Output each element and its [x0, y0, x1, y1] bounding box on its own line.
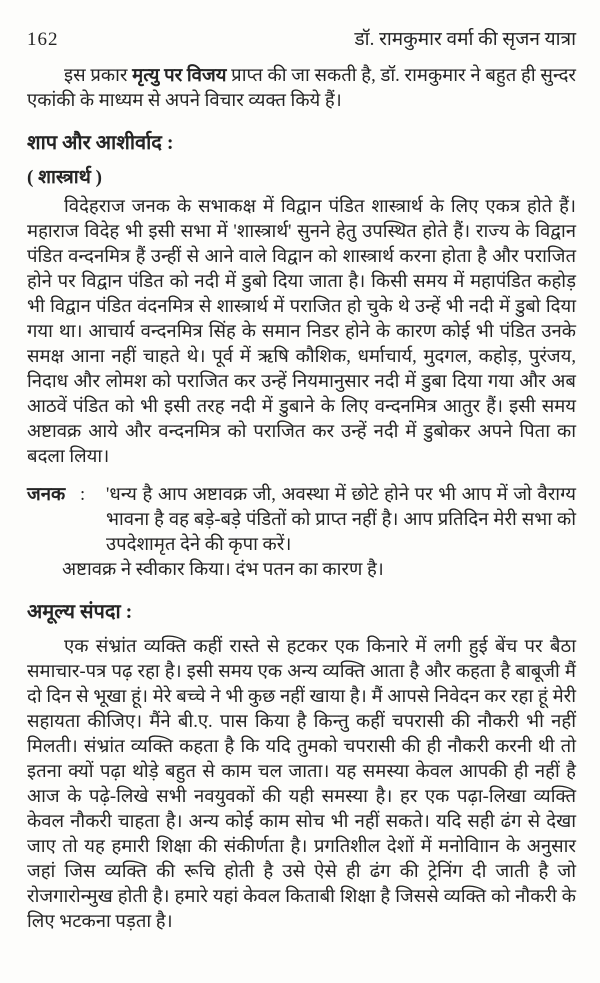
shastrarth-paragraph: विदेहराज जनक के सभाकक्ष में विद्वान पंडित शास्त्रार्थ के लिए एकत्र होते हैं। महाराज विदेह भी इसी सभा में 'शास्त्रार्थ' सुनने हेतु उपस्थित होते हैं। राज्य के विद्वान पंडित वन्दनमित्र हैं उन्हीं से आने वाले विद्वान को शास्त्रार्थ करना होता है और पराजित होने पर विद्वान पंडित को नदी में डुबो दिया जाता है। किसी समय में महापंडित कहोड़ भी विद्वान पंडित वंदनमित्र से शास्त्रार्थ में पराजित हो चुके थे उन्हें भी नदी में डुबो दिया गया था। आचार्य वन्दनमित्र सिंह के समान निडर होने के कारण कोई भी पंडित उनके समक्ष आना नहीं चाहते थे। पूर्व में ऋषि कौशिक, धर्माचार्य, मुदगल, कहोड़, पुरंजय, निदाध और लोमश को पराजित कर उन्हें नियमानुसार नदी में डुबा दिया गया और अब आठवें पंडित को भी इसी तरह नदी में डुबाने के लिए वन्दनमित्र आतुर हैं। इसी समय अष्टावक्र आये और वन्दनमित्र को पराजित कर उन्हें नदी में डुबोकर अपने पिता का बदला लिया।: [27, 197, 576, 467]
dialogue-speaker: जनक: [27, 485, 66, 505]
intro-text-bold: मृत्यु पर विजय: [132, 66, 227, 86]
page-header: [27, 28, 576, 52]
intro-text-post: प्राप्त की जा सकती है, डॉ. रामकुमार ने बहुत ही सुन्दर एकांकी के माध्यम से अपने विचार व्यक्त किये हैं।: [27, 66, 576, 111]
dialogue-separator: :: [80, 485, 86, 505]
closing-line: अष्टावक्र ने स्वीकार किया। दंभ पतन का कारण है।: [62, 560, 384, 580]
section-heading-shaap-aur-aashirvaad: शाप और आशीर्वाद :: [27, 132, 174, 154]
page-number: 162: [27, 29, 59, 50]
running-title: डॉ. रामकुमार वर्मा की सृजन यात्रा: [354, 29, 576, 50]
subheading-shastrarth: ( शास्त्रार्थ ): [27, 167, 102, 188]
dialogue-janak: [27, 483, 576, 558]
section-heading-amulya-sampada: अमूल्य संपदा :: [27, 601, 133, 623]
intro-text-pre: इस प्रकार: [64, 66, 133, 86]
amulya-sampada-paragraph: एक संभ्रांत व्यक्ति कहीं रास्ते से हटकर एक किनारे में लगी हुई बेंच पर बैठा समाचार-पत्र पढ़ रहा है। इसी समय एक अन्य व्यक्ति आता है और कहता है बाबूजी मैं दो दिन से भूखा हूं। मेरे बच्चे ने भी कुछ नहीं खाया है। मैं आपसे निवेदन कर रहा हूं मेरी सहायता कीजिए। मैंने बी.ए. पास किया है किन्तु कहीं चपरासी की नौकरी भी नहीं मिलती। संभ्रांत व्यक्ति कहता है कि यदि तुमको चपरासी की ही नौकरी करनी थी तो इतना क्यों पढ़ा थोड़े बहुत से काम चल जाता। यह समस्या केवल आपकी ही नहीं है आज के पढ़े-लिखे सभी नवयुवकों की यही समस्या है। हर एक पढ़ा-लिखा व्यक्ति केवल नौकरी चाहता है। अन्य कोई काम सोच भी नहीं सकते। यदि सही ढंग से देखा जाए तो यह हमारी शिक्षा की संकीर्णता है। प्रगतिशील देशों में मनोविाान के अनुसार जहां जिस व्यक्ति की रूचि होती है उसे ऐसे ही ढंग की ट्रेनिंग दी जाती है जो रोजगारोन्मुख होती है। हमारे यहां केवल किताबी शिक्षा है जिससे व्यक्ति को नौकरी के लिए भटकना पड़ता है।: [27, 637, 576, 932]
intro-paragraph: [27, 64, 576, 114]
dialogue-text: 'धन्य है आप अष्टावक्र जी, अवस्था में छोटे होने पर भी आप में जो वैराग्य भावना है वह बड़े-बड़े पंडितों को प्राप्त नहीं है। आप प्रतिदिन मेरी सभा को उपदेशामृत देने की कृपा करें।: [106, 485, 576, 555]
